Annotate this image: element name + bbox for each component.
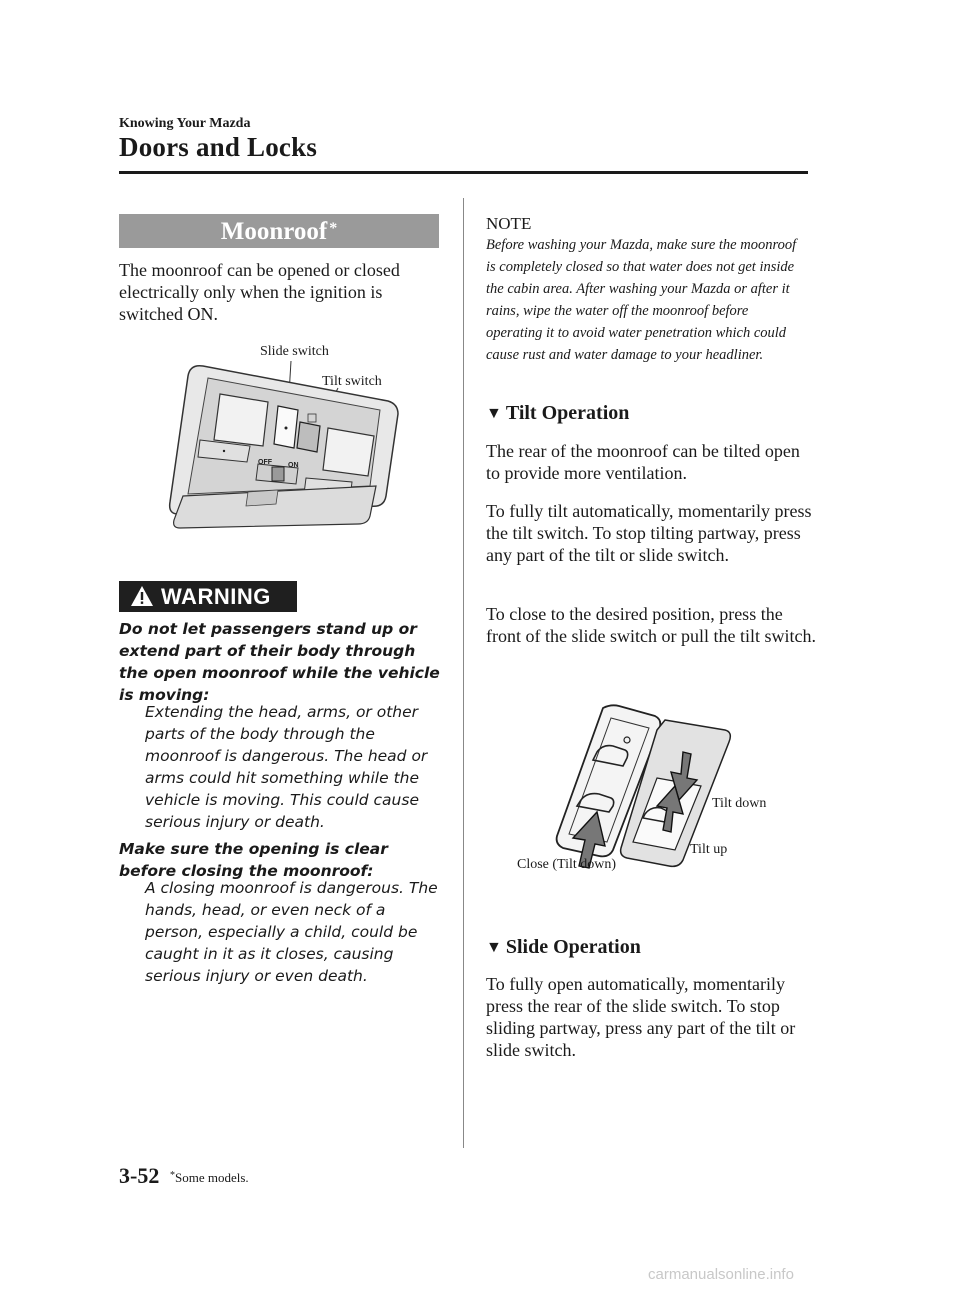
warning-item1-detail: Extending the head, arms, or other parts of the body through the moonroof is dangerous. The head or arms could hit something while the vehicle is moving. This could cause serious injury or death. <box>145 703 428 831</box>
on-label: ON <box>288 462 299 469</box>
moonroof-heading <box>119 214 439 248</box>
tilt-switch-figure <box>515 700 805 880</box>
warning-item1-heading: Do not let passengers stand up or extend part of their body through the open moonroof while the vehicle is moving: <box>119 620 440 704</box>
overhead-console-figure <box>148 336 418 536</box>
tilt-paragraph-2: To fully tilt automatically, momentarily press the tilt switch. To stop tilting partway, press any part of the tilt or slide switch. <box>486 501 812 565</box>
footnote-text: Some models. <box>175 1170 249 1185</box>
moonroof-title: Moonroof <box>220 218 328 245</box>
overhead-console-illustration <box>148 336 418 536</box>
tilt-paragraph-1: The rear of the moonroof can be tilted open to provide more ventilation. <box>486 441 800 483</box>
close-tilt-down-label: Close (Tilt down) <box>517 857 617 872</box>
slide-paragraph-1: To fully open automatically, momentarily press the rear of the slide switch. To stop sliding partway, press any part of the tilt or slide switch. <box>486 974 796 1060</box>
tilt-up-label: Tilt up <box>690 842 728 857</box>
off-label: OFF <box>258 459 272 466</box>
heading-triangle-icon: ▼ <box>486 405 502 422</box>
slide-switch-label: Slide switch <box>260 344 329 359</box>
tilt-switch-illustration <box>515 700 805 880</box>
moonroof-intro: The moonroof can be opened or closed electrically only when the ignition is switched ON. <box>119 260 400 324</box>
heading-triangle-icon: ▼ <box>486 939 502 956</box>
section-title: Doors and Locks <box>119 132 318 162</box>
chapter-kicker: Knowing Your Mazda <box>119 116 251 131</box>
tilt-heading-text: Tilt Operation <box>505 402 630 424</box>
warning-item2-heading: Make sure the opening is clear before closing the moonroof: <box>119 840 388 880</box>
column-divider <box>463 198 464 1148</box>
warning-item2-detail: A closing moonroof is dangerous. The hands, head, or even neck of a person, especially a child, could be caught in it as it closes, causing serious injury or even death. <box>145 879 438 985</box>
warning-banner <box>119 581 297 612</box>
watermark: carmanualsonline.info <box>648 1266 794 1283</box>
slide-heading-text: Slide Operation <box>505 936 641 958</box>
tilt-operation-heading <box>486 402 629 425</box>
slide-operation-heading <box>486 936 641 959</box>
note-label: NOTE <box>486 214 532 233</box>
footnote-marker: * <box>170 1170 175 1181</box>
tilt-paragraph-3: To close to the desired position, press the front of the slide switch or pull the tilt switch. <box>486 604 816 646</box>
header-rule <box>119 171 808 174</box>
warning-icon <box>130 585 154 607</box>
note-text: Before washing your Mazda, make sure the moonroof is completely closed so that water does not get inside the cabin area. After washing your Mazda or after it rains, wipe the water off the moonroof before operating it to avoid water penetration which could cause rust and water damage to your headliner. <box>486 237 797 363</box>
some-models-marker: * <box>329 220 338 237</box>
page-number: 3-52 <box>119 1163 160 1188</box>
tilt-down-label: Tilt down <box>712 796 767 811</box>
warning-label: WARNING <box>161 584 271 609</box>
footnote <box>170 1170 249 1186</box>
tilt-switch-label: Tilt switch <box>322 374 382 389</box>
